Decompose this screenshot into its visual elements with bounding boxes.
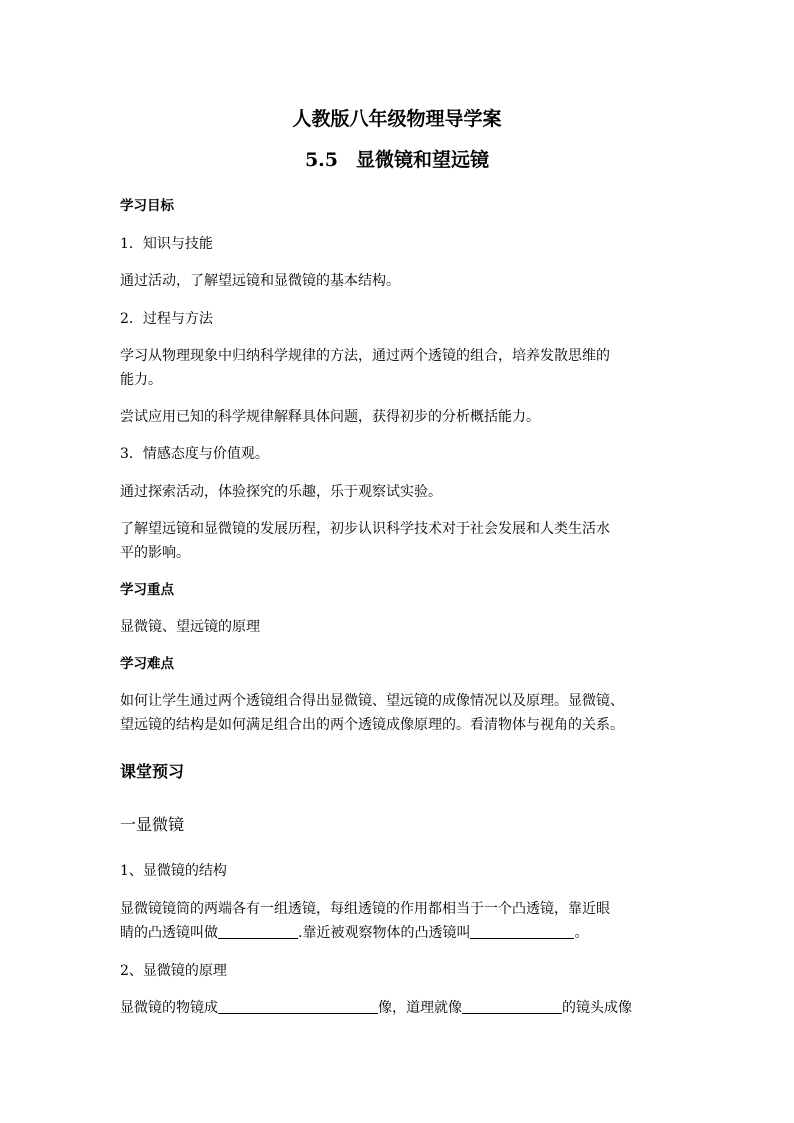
objective-2-text-line-1: 学习从物理现象中归纳科学规律的方法，通过两个透镜的组合，培养发散思维的	[120, 348, 610, 364]
microscope-structure-heading: 1、显微镜的结构	[120, 863, 227, 879]
objective-lens-answer-blank[interactable]	[470, 924, 574, 939]
objective-3-text-b-line-2: 平的影响。	[120, 545, 190, 561]
key-points-heading: 学习重点	[120, 582, 174, 598]
difficulties-heading: 学习难点	[120, 656, 174, 672]
objective-2-text-line-2: 能力。	[120, 372, 162, 388]
microscope-principle-heading: 2、显微镜的原理	[120, 963, 227, 979]
difficulties-text-line-2: 望远镜的结构是如何满足组合出的两个透镜成像原理的。看清物体与视角的关系。	[120, 717, 624, 733]
microscope-structure-text-line-1: 显微镜镜筒的两端各有一组透镜，每组透镜的作用都相当于一个凸透镜，靠近眼	[120, 901, 610, 917]
preview-heading: 课堂预习	[120, 762, 185, 781]
principle-text-b: 像，道理就像	[378, 1000, 462, 1016]
structure-text-b: .靠近被观察物体的凸透镜叫	[298, 925, 471, 941]
objective-2-heading: 2．过程与方法	[120, 311, 213, 327]
difficulties-text-line-1: 如何让学生通过两个透镜组合得出显微镜、望远镜的成像情况以及原理。显微镜、	[120, 693, 624, 709]
structure-text-a: 睛的凸透镜叫做	[120, 925, 218, 941]
objectives-heading: 学习目标	[120, 198, 174, 214]
image-type-answer-blank[interactable]	[218, 999, 378, 1014]
objective-1-text: 通过活动，了解望远镜和显微镜的基本结构。	[120, 273, 400, 289]
objective-2-text-b: 尝试应用已知的科学规律解释具体问题，获得初步的分析概括能力。	[120, 409, 540, 425]
device-answer-blank[interactable]	[462, 999, 562, 1014]
objective-3-heading: 3．情感态度与价值观。	[120, 446, 269, 462]
key-points-text: 显微镜、望远镜的原理	[120, 619, 260, 635]
microscope-principle-text	[120, 999, 632, 1017]
lesson-name: 显微镜和望远镜	[356, 149, 490, 171]
objective-3-text-b-line-1: 了解望远镜和显微镜的发展历程，初步认识科学技术对于社会发展和人类生活水	[120, 521, 610, 537]
microscope-structure-text-line-2	[120, 924, 588, 942]
section-microscope-heading: 一显微镜	[120, 815, 185, 834]
objective-3-text-a: 通过探索活动，体验探究的乐趣，乐于观察试实验。	[120, 484, 442, 500]
principle-text-a: 显微镜的物镜成	[120, 1000, 218, 1016]
eyepiece-answer-blank[interactable]	[218, 924, 298, 939]
structure-text-c: 。	[574, 925, 589, 941]
objective-1-heading: 1．知识与技能	[120, 236, 213, 252]
principle-text-c: 的镜头成像	[562, 1000, 632, 1016]
lesson-title	[0, 148, 794, 172]
document-title: 人教版八年级物理导学案	[292, 108, 502, 130]
lesson-number: 5.5	[304, 149, 339, 171]
